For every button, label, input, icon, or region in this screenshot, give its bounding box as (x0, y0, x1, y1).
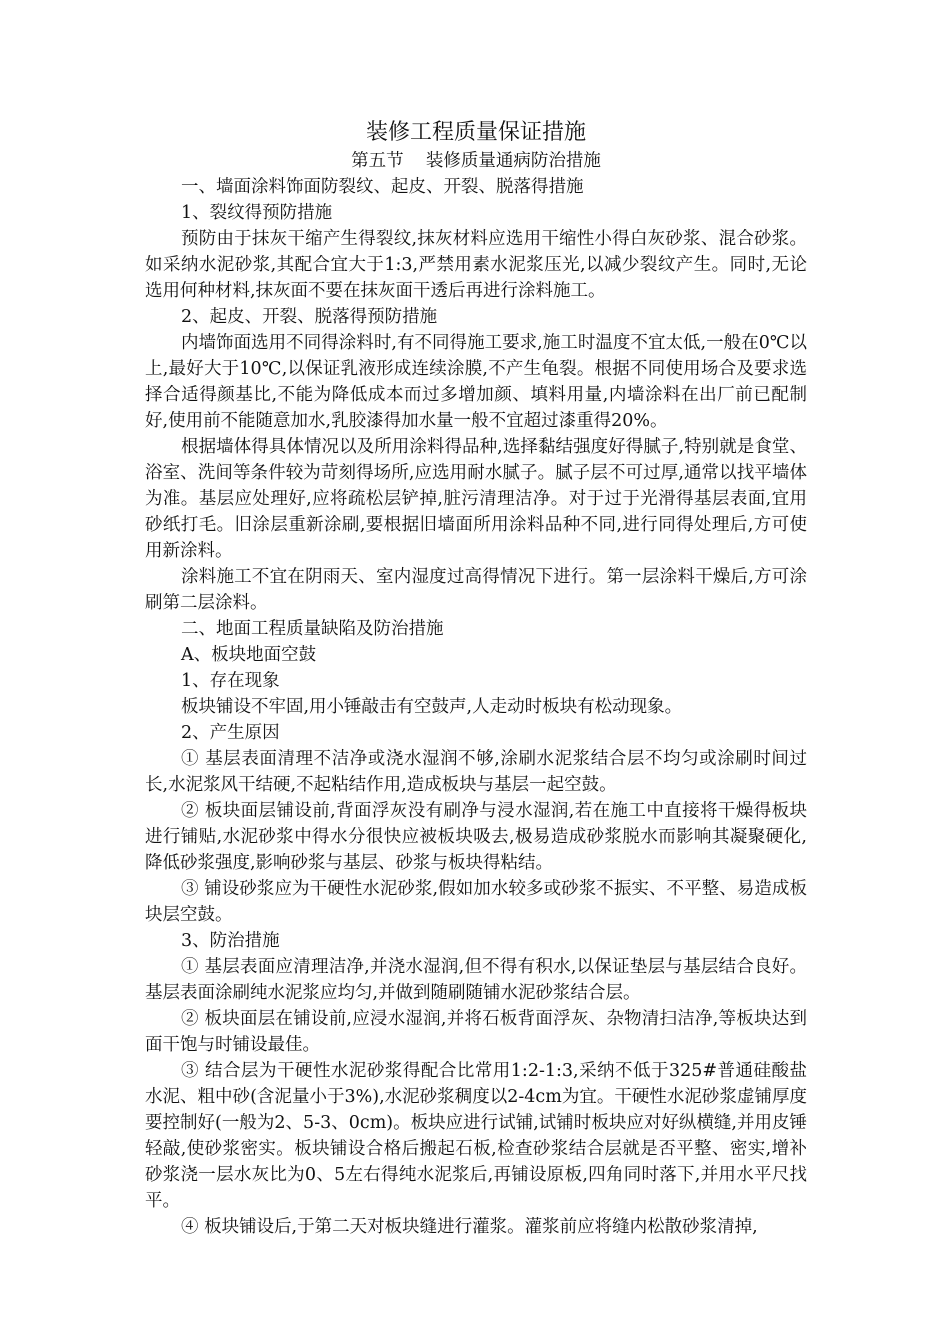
list-item: ② 板块面层在铺设前,应浸水湿润,并将石板背面浮灰、杂物清扫洁净,等板块达到面干饱与时铺设最佳。 (145, 1009, 807, 1055)
list-item: ③ 铺设砂浆应为干硬性水泥砂浆,假如加水较多或砂浆不振实、不平整、易造成板块层空鼓。 (145, 879, 807, 925)
heading-crack-prevention: 1、裂纹得预防措施 (181, 203, 333, 223)
list-item: ① 基层表面清理不洁净或浇水湿润不够,涂刷水泥浆结合层不均匀或涂刷时间过长,水泥浆风干结硬,不起粘结作用,造成板块与基层一起空鼓。 (145, 749, 807, 795)
heading-measures: 3、防治措施 (181, 931, 280, 951)
paragraph: 内墙饰面选用不同得涂料时,有不同得施工要求,施工时温度不宜太低,一般在0℃以上,最好大于10℃,以保证乳液形成连续涂膜,不产生龟裂。根据不同使用场合及要求选择合适得颜基比,不能为降低成本而过多增加颜、填料用量,内墙涂料在出厂前已配制好,使用前不能随意加水,乳胶漆得加水量一般不宜超过漆重得20%。 (145, 333, 807, 431)
heading-peeling-prevention: 2、起皮、开裂、脱落得预防措施 (181, 307, 438, 327)
document-body (145, 118, 807, 1240)
heading-phenomenon: 1、存在现象 (181, 671, 280, 691)
paragraph: 板块铺设不牢固,用小锤敲击有空鼓声,人走动时板块有松动现象。 (181, 697, 683, 717)
section-subtitle: 第五节 装修质量通病防治措施 (351, 151, 601, 171)
heading-floor-defects: 二、地面工程质量缺陷及防治措施 (181, 619, 444, 639)
paragraph: 涂料施工不宜在阴雨天、室内湿度过高得情况下进行。第一层涂料干燥后,方可涂刷第二层涂料。 (145, 567, 807, 613)
list-item: ④ 板块铺设后,于第二天对板块缝进行灌浆。灌浆前应将缝内松散砂浆清掉, (181, 1217, 758, 1237)
list-item: ② 板块面层铺设前,背面浮灰没有刷净与浸水湿润,若在施工中直接将干燥得板块进行铺贴,水泥砂浆中得水分很快应被板块吸去,极易造成砂浆脱水而影响其凝聚硬化,降低砂浆强度,影响砂浆与基层、砂浆与板块得粘结。 (145, 801, 807, 873)
document-title: 装修工程质量保证措施 (365, 120, 586, 145)
heading-causes: 2、产生原因 (181, 723, 280, 743)
list-item: ③ 结合层为干硬性水泥砂浆得配合比常用1:2-1:3,采纳不低于325#普通硅酸盐水泥、粗中砂(含泥量小于3%),水泥砂浆稠度以2-4cm为宜。干硬性水泥砂浆虚铺厚度要控制好(一般为2、5-3、0cm)。板块应进行试铺,试铺时板块应对好纵横缝,并用皮锤轻敲,使砂浆密实。板块铺设合格后搬起石板,检查砂浆结合层就是否平整、密实,增补砂浆浇一层水灰比为0、5左右得纯水泥浆后,再铺设原板,四角同时落下,并用水平尺找平。 (145, 1061, 807, 1211)
heading-wall-coating: 一、墙面涂料饰面防裂纹、起皮、开裂、脱落得措施 (181, 177, 584, 197)
heading-hollow-floor: A、板块地面空鼓 (181, 645, 317, 665)
paragraph: 预防由于抹灰干缩产生得裂纹,抹灰材料应选用干缩性小得白灰砂浆、混合砂浆。如采纳水泥砂浆,其配合宜大于1:3,严禁用素水泥浆压光,以减少裂纹产生。同时,无论选用何种材料,抹灰面不要在抹灰面干透后再进行涂料施工。 (145, 229, 807, 301)
list-item: ① 基层表面应清理洁净,并浇水湿润,但不得有积水,以保证垫层与基层结合良好。基层表面涂刷纯水泥浆应均匀,并做到随刷随铺水泥砂浆结合层。 (145, 957, 807, 1003)
paragraph: 根据墙体得具体情况以及所用涂料得品种,选择黏结强度好得腻子,特别就是食堂、浴室、洗间等条件较为苛刻得场所,应选用耐水腻子。腻子层不可过厚,通常以找平墙体为准。基层应处理好,应将疏松层铲掉,脏污清理洁净。对于过于光滑得基层表面,宜用砂纸打毛。旧涂层重新涂刷,要根据旧墙面所用涂料品种不同,进行同得处理后,方可使用新涂料。 (145, 437, 807, 561)
